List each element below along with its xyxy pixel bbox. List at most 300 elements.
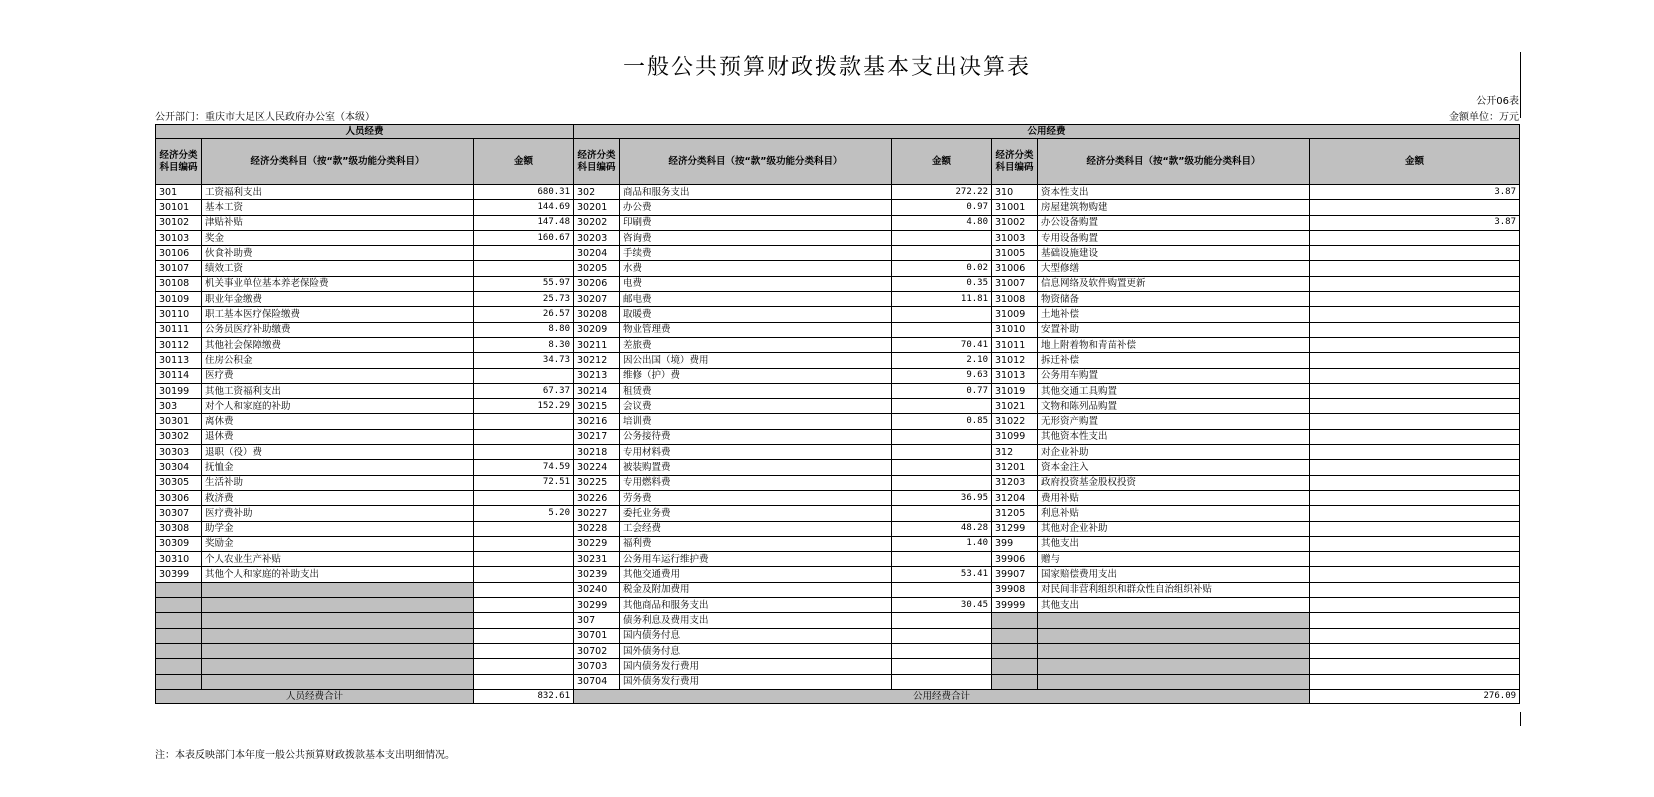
- economic-code-cell: 30217: [574, 429, 620, 444]
- item-name-cell: [1038, 613, 1310, 628]
- table-row: [156, 353, 1520, 368]
- item-name-cell: 津贴补贴: [202, 215, 474, 230]
- economic-code-cell: [156, 582, 202, 597]
- item-name-cell: 其他支出: [1038, 598, 1310, 613]
- economic-code-cell: 30199: [156, 383, 202, 398]
- economic-code-cell: 30209: [574, 322, 620, 337]
- item-name-cell: 培训费: [620, 414, 892, 429]
- amount-cell: [474, 628, 574, 643]
- economic-code-cell: 31022: [992, 414, 1038, 429]
- economic-code-cell: 30226: [574, 490, 620, 505]
- item-name-cell: 会议费: [620, 399, 892, 414]
- economic-code-cell: [992, 659, 1038, 674]
- item-name-cell: 工会经费: [620, 521, 892, 536]
- table-row: [156, 246, 1520, 261]
- item-name-cell: 退职（役）费: [202, 445, 474, 460]
- economic-code-cell: 31099: [992, 429, 1038, 444]
- amount-cell: [892, 628, 992, 643]
- amount-cell: 2.10: [892, 353, 992, 368]
- economic-code-cell: 30301: [156, 414, 202, 429]
- item-name-cell: 其他社会保障缴费: [202, 337, 474, 352]
- item-name-cell: 其他支出: [1038, 536, 1310, 551]
- amount-cell: [892, 659, 992, 674]
- economic-code-cell: 30110: [156, 307, 202, 322]
- personnel-total-amount: 832.61: [474, 689, 574, 703]
- item-name-cell: 利息补贴: [1038, 506, 1310, 521]
- economic-code-cell: 30103: [156, 230, 202, 245]
- amount-cell: [892, 399, 992, 414]
- economic-code-cell: 30111: [156, 322, 202, 337]
- column-header-amount: 金额: [474, 139, 574, 185]
- amount-cell: [474, 521, 574, 536]
- amount-cell: 36.95: [892, 490, 992, 505]
- amount-cell: [892, 460, 992, 475]
- amount-cell: [1310, 643, 1520, 658]
- item-name-cell: 资本金注入: [1038, 460, 1310, 475]
- economic-code-cell: 307: [574, 613, 620, 628]
- amount-cell: [474, 613, 574, 628]
- amount-cell: [1310, 246, 1520, 261]
- report-title: 一般公共预算财政拨款基本支出决算表: [622, 55, 1031, 80]
- amount-cell: [1310, 582, 1520, 597]
- item-name-cell: [202, 613, 474, 628]
- amount-cell: [1310, 475, 1520, 490]
- economic-code-cell: 31201: [992, 460, 1038, 475]
- economic-code-cell: 312: [992, 445, 1038, 460]
- item-name-cell: 对个人和家庭的补助: [202, 399, 474, 414]
- table-row: [156, 552, 1520, 567]
- amount-cell: [1310, 490, 1520, 505]
- item-name-cell: 专用材料费: [620, 445, 892, 460]
- amount-cell: [892, 613, 992, 628]
- economic-code-cell: 30108: [156, 276, 202, 291]
- group-header-personnel: 人员经费: [156, 125, 574, 139]
- economic-code-cell: [156, 659, 202, 674]
- item-name-cell: 专用设备购置: [1038, 230, 1310, 245]
- item-name-cell: [202, 598, 474, 613]
- economic-code-cell: 31299: [992, 521, 1038, 536]
- item-name-cell: 助学金: [202, 521, 474, 536]
- economic-code-cell: 30399: [156, 567, 202, 582]
- footnote: 注：本表反映部门本年度一般公共预算财政拨款基本支出明细情况。: [155, 750, 455, 761]
- amount-cell: [1310, 399, 1520, 414]
- column-header-name: 经济分类科目（按“款”级功能分类科目）: [202, 139, 474, 185]
- item-name-cell: 工资福利支出: [202, 185, 474, 200]
- amount-cell: [892, 552, 992, 567]
- public-total-label: 公用经费合计: [574, 689, 1310, 703]
- table-row: [156, 429, 1520, 444]
- economic-code-cell: 39906: [992, 552, 1038, 567]
- personnel-total-label: 人员经费合计: [156, 689, 474, 703]
- economic-code-cell: 30299: [574, 598, 620, 613]
- column-header-code: 经济分类科目编码: [574, 139, 620, 185]
- item-name-cell: 国外债务发行费用: [620, 674, 892, 689]
- item-name-cell: 对企业补助: [1038, 445, 1310, 460]
- economic-code-cell: 30114: [156, 368, 202, 383]
- item-name-cell: [202, 628, 474, 643]
- amount-cell: 53.41: [892, 567, 992, 582]
- item-name-cell: 水费: [620, 261, 892, 276]
- amount-cell: 8.80: [474, 322, 574, 337]
- economic-code-cell: 30227: [574, 506, 620, 521]
- economic-code-cell: 31011: [992, 337, 1038, 352]
- table-row: [156, 643, 1520, 658]
- amount-cell: [1310, 598, 1520, 613]
- item-name-cell: 委托业务费: [620, 506, 892, 521]
- item-name-cell: 个人农业生产补贴: [202, 552, 474, 567]
- item-name-cell: 地上附着物和青苗补偿: [1038, 337, 1310, 352]
- economic-code-cell: 30218: [574, 445, 620, 460]
- economic-code-cell: 30229: [574, 536, 620, 551]
- amount-cell: [1310, 353, 1520, 368]
- economic-code-cell: [992, 613, 1038, 628]
- item-name-cell: [1038, 674, 1310, 689]
- item-name-cell: [202, 659, 474, 674]
- economic-code-cell: 31013: [992, 368, 1038, 383]
- item-name-cell: 退休费: [202, 429, 474, 444]
- economic-code-cell: 30203: [574, 230, 620, 245]
- economic-code-cell: 30113: [156, 353, 202, 368]
- economic-code-cell: 30703: [574, 659, 620, 674]
- item-name-cell: 被装购置费: [620, 460, 892, 475]
- item-name-cell: 医疗费补助: [202, 506, 474, 521]
- table-row: [156, 598, 1520, 613]
- item-name-cell: 国外债务付息: [620, 643, 892, 658]
- item-name-cell: 邮电费: [620, 292, 892, 307]
- item-name-cell: 政府投资基金股权投资: [1038, 475, 1310, 490]
- amount-cell: [474, 598, 574, 613]
- table-row: [156, 368, 1520, 383]
- table-row: [156, 613, 1520, 628]
- amount-cell: 55.97: [474, 276, 574, 291]
- item-name-cell: 赠与: [1038, 552, 1310, 567]
- economic-code-cell: 30112: [156, 337, 202, 352]
- economic-code-cell: 31001: [992, 200, 1038, 215]
- item-name-cell: 其他商品和服务支出: [620, 598, 892, 613]
- economic-code-cell: 30309: [156, 536, 202, 551]
- economic-code-cell: 30214: [574, 383, 620, 398]
- amount-cell: [892, 429, 992, 444]
- amount-cell: 0.35: [892, 276, 992, 291]
- amount-cell: 9.63: [892, 368, 992, 383]
- economic-code-cell: 30215: [574, 399, 620, 414]
- amount-cell: 11.81: [892, 292, 992, 307]
- item-name-cell: 国家赔偿费用支出: [1038, 567, 1310, 582]
- item-name-cell: 维修（护）费: [620, 368, 892, 383]
- economic-code-cell: 30213: [574, 368, 620, 383]
- amount-cell: [474, 429, 574, 444]
- amount-cell: 160.67: [474, 230, 574, 245]
- economic-code-cell: 31008: [992, 292, 1038, 307]
- economic-code-cell: 39999: [992, 598, 1038, 613]
- economic-code-cell: 31205: [992, 506, 1038, 521]
- item-name-cell: 专用燃料费: [620, 475, 892, 490]
- amount-cell: [892, 445, 992, 460]
- amount-cell: 72.51: [474, 475, 574, 490]
- amount-cell: 3.87: [1310, 185, 1520, 200]
- amount-cell: [1310, 414, 1520, 429]
- amount-cell: [892, 322, 992, 337]
- economic-code-cell: 31204: [992, 490, 1038, 505]
- economic-code-cell: [156, 643, 202, 658]
- item-name-cell: 物业管理费: [620, 322, 892, 337]
- amount-cell: [1310, 322, 1520, 337]
- amount-cell: [1310, 552, 1520, 567]
- item-name-cell: 其他工资福利支出: [202, 383, 474, 398]
- amount-cell: [474, 674, 574, 689]
- table-row: [156, 399, 1520, 414]
- table-row: [156, 261, 1520, 276]
- economic-code-cell: 31003: [992, 230, 1038, 245]
- economic-code-cell: 30304: [156, 460, 202, 475]
- economic-code-cell: 30303: [156, 445, 202, 460]
- item-name-cell: [1038, 628, 1310, 643]
- table-row: [156, 292, 1520, 307]
- amount-cell: [892, 230, 992, 245]
- amount-cell: [1310, 261, 1520, 276]
- economic-code-cell: 31007: [992, 276, 1038, 291]
- economic-code-cell: 30302: [156, 429, 202, 444]
- amount-cell: 26.57: [474, 307, 574, 322]
- table-body: [156, 185, 1520, 690]
- economic-code-cell: 30206: [574, 276, 620, 291]
- economic-code-cell: 30704: [574, 674, 620, 689]
- item-name-cell: 物资储备: [1038, 292, 1310, 307]
- economic-code-cell: 30212: [574, 353, 620, 368]
- table-row: [156, 475, 1520, 490]
- amount-cell: 152.29: [474, 399, 574, 414]
- amount-cell: [474, 490, 574, 505]
- economic-code-cell: 31006: [992, 261, 1038, 276]
- amount-cell: [1310, 460, 1520, 475]
- economic-code-cell: [992, 628, 1038, 643]
- page-edge-line: [1520, 52, 1521, 118]
- item-name-cell: 其他交通费用: [620, 567, 892, 582]
- economic-code-cell: 30310: [156, 552, 202, 567]
- economic-code-cell: 31021: [992, 399, 1038, 414]
- item-name-cell: 费用补贴: [1038, 490, 1310, 505]
- item-name-cell: 公务用车运行维护费: [620, 552, 892, 567]
- amount-cell: [1310, 521, 1520, 536]
- item-name-cell: 印刷费: [620, 215, 892, 230]
- amount-cell: [892, 307, 992, 322]
- economic-code-cell: 31012: [992, 353, 1038, 368]
- table-row: [156, 659, 1520, 674]
- economic-code-cell: [156, 628, 202, 643]
- economic-code-cell: 302: [574, 185, 620, 200]
- table-row: [156, 215, 1520, 230]
- item-name-cell: 办公费: [620, 200, 892, 215]
- expenditure-table: [155, 124, 1520, 704]
- amount-cell: [474, 368, 574, 383]
- amount-cell: [474, 445, 574, 460]
- table-row: [156, 674, 1520, 689]
- economic-code-cell: 30205: [574, 261, 620, 276]
- item-name-cell: 文物和陈列品购置: [1038, 399, 1310, 414]
- amount-cell: [1310, 506, 1520, 521]
- economic-code-cell: 30239: [574, 567, 620, 582]
- table-row: [156, 307, 1520, 322]
- item-name-cell: 公务员医疗补助缴费: [202, 322, 474, 337]
- amount-cell: 4.80: [892, 215, 992, 230]
- table-row: [156, 490, 1520, 505]
- amount-cell: 147.48: [474, 215, 574, 230]
- table-row: [156, 200, 1520, 215]
- amount-cell: [474, 643, 574, 658]
- table-row: [156, 383, 1520, 398]
- item-name-cell: 国内债务发行费用: [620, 659, 892, 674]
- amount-cell: [1310, 613, 1520, 628]
- amount-cell: [892, 246, 992, 261]
- economic-code-cell: 30225: [574, 475, 620, 490]
- economic-code-cell: 30109: [156, 292, 202, 307]
- group-header-public: 公用经费: [574, 125, 1520, 139]
- amount-cell: 67.37: [474, 383, 574, 398]
- table-row: [156, 567, 1520, 582]
- economic-code-cell: [156, 674, 202, 689]
- amount-cell: [1310, 567, 1520, 582]
- economic-code-cell: 31002: [992, 215, 1038, 230]
- item-name-cell: 国内债务付息: [620, 628, 892, 643]
- item-name-cell: 其他资本性支出: [1038, 429, 1310, 444]
- item-name-cell: 基本工资: [202, 200, 474, 215]
- economic-code-cell: 30202: [574, 215, 620, 230]
- economic-code-cell: 30224: [574, 460, 620, 475]
- economic-code-cell: 31005: [992, 246, 1038, 261]
- column-header-amount: 金额: [1310, 139, 1520, 185]
- amount-cell: [1310, 674, 1520, 689]
- item-name-cell: 公务接待费: [620, 429, 892, 444]
- table-row: [156, 460, 1520, 475]
- item-name-cell: 大型修缮: [1038, 261, 1310, 276]
- item-name-cell: 劳务费: [620, 490, 892, 505]
- item-name-cell: 其他对企业补助: [1038, 521, 1310, 536]
- table-row: [156, 506, 1520, 521]
- column-header-amount: 金额: [892, 139, 992, 185]
- economic-code-cell: 30702: [574, 643, 620, 658]
- item-name-cell: 对民间非营利组织和群众性自治组织补贴: [1038, 582, 1310, 597]
- amount-cell: [1310, 230, 1520, 245]
- amount-cell: 680.31: [474, 185, 574, 200]
- item-name-cell: 公务用车购置: [1038, 368, 1310, 383]
- economic-code-cell: [992, 643, 1038, 658]
- item-name-cell: 医疗费: [202, 368, 474, 383]
- amount-cell: 1.40: [892, 536, 992, 551]
- amount-cell: 30.45: [892, 598, 992, 613]
- amount-cell: [474, 582, 574, 597]
- amount-cell: 0.97: [892, 200, 992, 215]
- economic-code-cell: 31010: [992, 322, 1038, 337]
- economic-code-cell: 399: [992, 536, 1038, 551]
- amount-cell: 144.69: [474, 200, 574, 215]
- economic-code-cell: 30307: [156, 506, 202, 521]
- economic-code-cell: 39908: [992, 582, 1038, 597]
- amount-cell: [474, 567, 574, 582]
- item-name-cell: [1038, 659, 1310, 674]
- amount-cell: 0.77: [892, 383, 992, 398]
- page-edge-line: [1520, 712, 1521, 726]
- amount-cell: [1310, 659, 1520, 674]
- economic-code-cell: 30228: [574, 521, 620, 536]
- table-number: 公开06表: [1476, 96, 1519, 107]
- economic-code-cell: [992, 674, 1038, 689]
- amount-cell: [1310, 368, 1520, 383]
- item-name-cell: 离休费: [202, 414, 474, 429]
- economic-code-cell: 30305: [156, 475, 202, 490]
- item-name-cell: 生活补助: [202, 475, 474, 490]
- item-name-cell: 债务利息及费用支出: [620, 613, 892, 628]
- item-name-cell: 基础设施建设: [1038, 246, 1310, 261]
- economic-code-cell: 30240: [574, 582, 620, 597]
- amount-cell: [1310, 337, 1520, 352]
- item-name-cell: 其他交通工具购置: [1038, 383, 1310, 398]
- economic-code-cell: 30231: [574, 552, 620, 567]
- amount-cell: [892, 582, 992, 597]
- item-name-cell: 住房公积金: [202, 353, 474, 368]
- column-header-code: 经济分类科目编码: [156, 139, 202, 185]
- item-name-cell: [202, 674, 474, 689]
- amount-cell: [474, 659, 574, 674]
- item-name-cell: 差旅费: [620, 337, 892, 352]
- economic-code-cell: 30107: [156, 261, 202, 276]
- amount-cell: 70.41: [892, 337, 992, 352]
- economic-code-cell: 30211: [574, 337, 620, 352]
- amount-cell: [474, 552, 574, 567]
- table-row: [156, 628, 1520, 643]
- item-name-cell: 取暖费: [620, 307, 892, 322]
- item-name-cell: 其他个人和家庭的补助支出: [202, 567, 474, 582]
- economic-code-cell: 30701: [574, 628, 620, 643]
- amount-cell: [892, 506, 992, 521]
- table-row: [156, 276, 1520, 291]
- amount-cell: [474, 261, 574, 276]
- column-header-name: 经济分类科目（按“款”级功能分类科目）: [620, 139, 892, 185]
- item-name-cell: 房屋建筑物购建: [1038, 200, 1310, 215]
- economic-code-cell: 30308: [156, 521, 202, 536]
- amount-cell: [1310, 200, 1520, 215]
- economic-code-cell: [156, 613, 202, 628]
- table-row: [156, 337, 1520, 352]
- amount-cell: 8.30: [474, 337, 574, 352]
- item-name-cell: [1038, 643, 1310, 658]
- amount-cell: 3.87: [1310, 215, 1520, 230]
- amount-cell: [1310, 307, 1520, 322]
- item-name-cell: [202, 643, 474, 658]
- amount-cell: [474, 246, 574, 261]
- item-name-cell: 职业年金缴费: [202, 292, 474, 307]
- amount-cell: 0.02: [892, 261, 992, 276]
- economic-code-cell: 30216: [574, 414, 620, 429]
- item-name-cell: 电费: [620, 276, 892, 291]
- economic-code-cell: 30101: [156, 200, 202, 215]
- table-row: [156, 414, 1520, 429]
- amount-cell: 5.20: [474, 506, 574, 521]
- economic-code-cell: 39907: [992, 567, 1038, 582]
- item-name-cell: 手续费: [620, 246, 892, 261]
- item-name-cell: 土地补偿: [1038, 307, 1310, 322]
- item-name-cell: 无形资产购置: [1038, 414, 1310, 429]
- public-total-amount: 276.09: [1310, 689, 1520, 703]
- amount-cell: [1310, 445, 1520, 460]
- item-name-cell: 机关事业单位基本养老保险费: [202, 276, 474, 291]
- amount-cell: [1310, 292, 1520, 307]
- item-name-cell: 商品和服务支出: [620, 185, 892, 200]
- economic-code-cell: 301: [156, 185, 202, 200]
- amount-cell: [892, 643, 992, 658]
- amount-cell: [1310, 536, 1520, 551]
- economic-code-cell: [156, 598, 202, 613]
- item-name-cell: 办公设备购置: [1038, 215, 1310, 230]
